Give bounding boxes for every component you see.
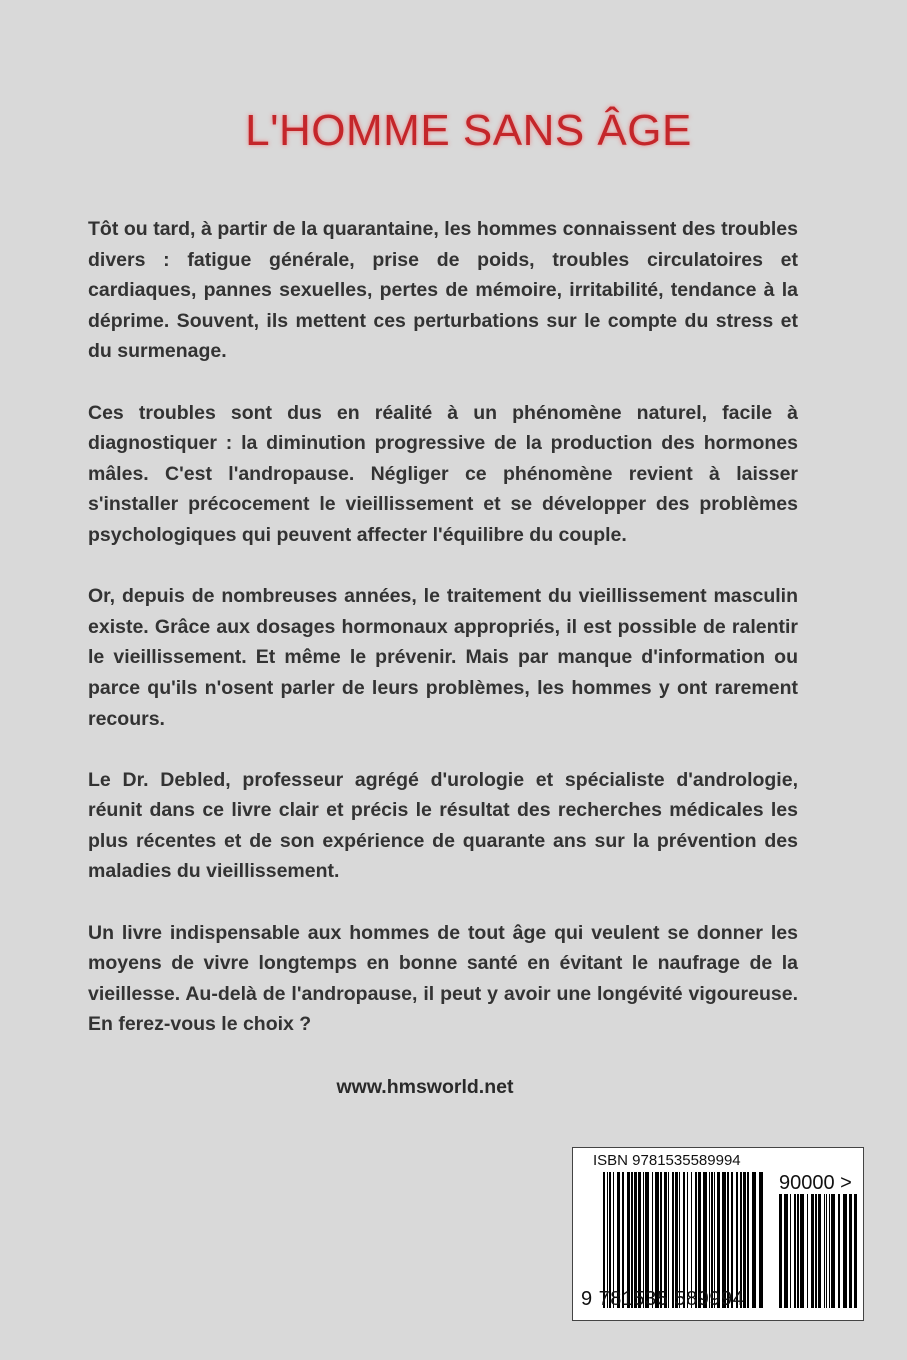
barcode-bar xyxy=(815,1194,817,1308)
barcode-bar xyxy=(829,1194,830,1308)
paragraph: Le Dr. Debled, professeur agrégé d'urologie et spécialiste d'andrologie, réunit dans ce livre clair et précis le résultat des recherches médicales les plus récentes et de son expérience de quarante ans sur la prévention des maladies du vieillissement. xyxy=(88,768,798,883)
barcode-bar xyxy=(779,1194,782,1308)
barcode-bar xyxy=(800,1194,804,1308)
paragraph: Ces troubles sont dus en réalité à un phénomène naturel, facile à diagnostiquer : la diminution progressive de la production des hormones mâles. C'est l'andropause. Négliger ce phénomène revient à laisser s'installer précocement le vieillissement et se développer des problèmes psychologiques qui peuvent affecter l'équilibre du couple. xyxy=(88,401,798,546)
barcode-bar xyxy=(784,1194,788,1308)
barcode-bar xyxy=(752,1172,756,1308)
barcode-bar xyxy=(849,1194,852,1308)
barcode-bar xyxy=(838,1194,840,1308)
barcode-digits: 9 781535 589994 xyxy=(581,1288,745,1310)
barcode-bar xyxy=(811,1194,814,1308)
paragraph: Un livre indispensable aux hommes de tout âge qui veulent se donner les moyens de vivre longtemps en bonne santé en évitant le naufrage de la vieillesse. Au-delà de l'andropause, il peut y avoir une longévité vigoureuse. En ferez-vous le choix ? xyxy=(88,921,798,1036)
paragraph: Or, depuis de nombreuses années, le traitement du vieillissement masculin existe. Grâce aux dosages hormonaux appropriés, il est possible de ralentir le vieillissement. Et même le prévenir. Mais par manque d'information ou parce qu'ils n'osent parler de leurs problèmes, les hommes y ont rarement recours. xyxy=(88,585,798,730)
barcode-bar xyxy=(818,1194,821,1308)
barcode-bar xyxy=(843,1194,847,1308)
barcode-bar xyxy=(854,1194,857,1308)
barcode-bar xyxy=(794,1194,796,1308)
paragraph: Tôt ou tard, à partir de la quarantaine, les hommes connaissent des troubles divers : fatigue générale, prise de poids, troubles circulatoires et cardiaques, pannes sexuelles, pertes de mémoire, irritabilité, tendance à la déprime. Souvent, ils mettent ces perturbations sur le compte du stress et du surmenage. xyxy=(88,218,798,363)
back-cover-text xyxy=(88,214,798,1071)
book-title: L'HOMME SANS ÂGE xyxy=(245,106,692,155)
price-addon: 90000 > xyxy=(779,1172,852,1194)
barcode-bar xyxy=(807,1194,808,1308)
barcode-bar xyxy=(759,1172,763,1308)
barcode-bar xyxy=(831,1194,835,1308)
website-link[interactable]: www.hmsworld.net xyxy=(336,1076,514,1098)
barcode-bar xyxy=(826,1194,827,1308)
isbn-label: ISBN 9781535589994 xyxy=(593,1152,741,1169)
isbn-barcode xyxy=(572,1147,864,1321)
barcode-bar xyxy=(797,1194,799,1308)
barcode-bar xyxy=(790,1194,791,1308)
barcode-bar xyxy=(824,1194,825,1308)
barcode-bar xyxy=(747,1172,749,1308)
